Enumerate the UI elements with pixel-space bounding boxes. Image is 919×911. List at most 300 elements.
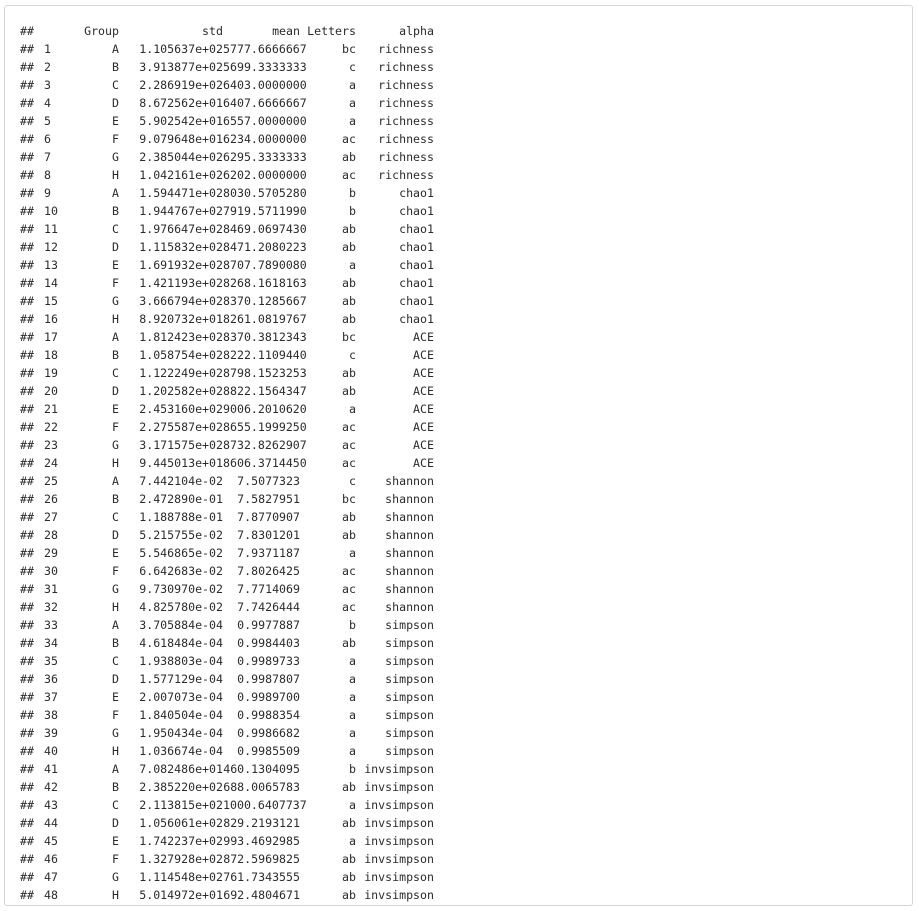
output-prefix: ## — [20, 672, 34, 686]
r-output-table — [20, 22, 434, 904]
row-index: 37 — [44, 690, 58, 704]
cell-group: B — [112, 780, 119, 794]
cell-std: 1.421193e+02 — [139, 276, 223, 290]
cell-mean: 0.9989700 — [237, 690, 300, 704]
cell-group: B — [112, 636, 119, 650]
cell-mean: 5777.6666667 — [223, 42, 307, 56]
cell-alpha: chao1 — [399, 222, 434, 236]
output-prefix: ## — [20, 852, 34, 866]
cell-std: 5.902542e+01 — [139, 114, 223, 128]
output-prefix: ## — [20, 330, 34, 344]
cell-group: H — [112, 888, 119, 902]
cell-letters: bc — [342, 330, 356, 344]
cell-alpha: invsimpson — [364, 870, 434, 884]
row-index: 44 — [44, 816, 58, 830]
row-index: 10 — [44, 204, 58, 218]
cell-letters: ab — [342, 240, 356, 254]
cell-letters: ab — [342, 384, 356, 398]
row-index: 18 — [44, 348, 58, 362]
cell-letters: ac — [342, 564, 356, 578]
row-index: 12 — [44, 240, 58, 254]
cell-letters: ac — [342, 582, 356, 596]
cell-mean: 761.7343555 — [223, 870, 300, 884]
cell-mean: 1000.6407737 — [223, 798, 307, 812]
cell-group: F — [112, 852, 119, 866]
cell-std: 2.113815e+02 — [139, 798, 223, 812]
cell-std: 1.202582e+02 — [139, 384, 223, 398]
cell-letters: a — [349, 78, 356, 92]
cell-letters: ab — [342, 222, 356, 236]
output-prefix: ## — [20, 204, 34, 218]
table-row — [20, 274, 434, 292]
table-row — [20, 724, 434, 742]
cell-letters: ab — [342, 870, 356, 884]
table-row — [20, 832, 434, 850]
cell-alpha: shannon — [385, 600, 434, 614]
cell-mean: 7.9371187 — [237, 546, 300, 560]
table-row — [20, 562, 434, 580]
cell-letters: c — [349, 60, 356, 74]
table-row — [20, 40, 434, 58]
cell-alpha: chao1 — [399, 240, 434, 254]
cell-mean: 8370.3812343 — [223, 330, 307, 344]
cell-group: B — [112, 204, 119, 218]
cell-mean: 0.9984403 — [237, 636, 300, 650]
row-index: 31 — [44, 582, 58, 596]
cell-letters: a — [349, 834, 356, 848]
table-header-row — [20, 22, 434, 40]
cell-mean: 5699.3333333 — [223, 60, 307, 74]
cell-letters: b — [349, 204, 356, 218]
row-index: 36 — [44, 672, 58, 686]
cell-mean: 8732.8262907 — [223, 438, 307, 452]
cell-group: A — [112, 330, 119, 344]
cell-std: 5.215755e-02 — [139, 528, 223, 542]
cell-group: D — [112, 384, 119, 398]
cell-letters: a — [349, 114, 356, 128]
cell-std: 4.825780e-02 — [139, 600, 223, 614]
table-row — [20, 328, 434, 346]
cell-letters: ac — [342, 600, 356, 614]
output-prefix: ## — [20, 708, 34, 722]
cell-letters: ab — [342, 510, 356, 524]
cell-letters: ab — [342, 852, 356, 866]
cell-alpha: richness — [378, 150, 434, 164]
table-row — [20, 292, 434, 310]
table-row — [20, 184, 434, 202]
cell-alpha: shannon — [385, 510, 434, 524]
cell-group: D — [112, 672, 119, 686]
cell-letters: ab — [342, 816, 356, 830]
cell-letters: c — [349, 348, 356, 362]
cell-alpha: ACE — [413, 330, 434, 344]
cell-letters: c — [349, 474, 356, 488]
cell-alpha: ACE — [413, 384, 434, 398]
cell-group: A — [112, 186, 119, 200]
cell-letters: a — [349, 96, 356, 110]
cell-group: D — [112, 240, 119, 254]
table-row — [20, 670, 434, 688]
cell-letters: ab — [342, 276, 356, 290]
cell-mean: 8030.5705280 — [223, 186, 307, 200]
output-prefix: ## — [20, 870, 34, 884]
cell-mean: 8469.0697430 — [223, 222, 307, 236]
cell-group: C — [112, 78, 119, 92]
cell-std: 1.115832e+02 — [139, 240, 223, 254]
row-index: 2 — [44, 60, 51, 74]
cell-std: 2.472890e-01 — [139, 492, 223, 506]
cell-letters: a — [349, 654, 356, 668]
cell-alpha: chao1 — [399, 204, 434, 218]
cell-mean: 6407.6666667 — [223, 96, 307, 110]
cell-letters: ab — [342, 150, 356, 164]
cell-mean: 8370.1285667 — [223, 294, 307, 308]
cell-mean: 7.7714069 — [237, 582, 300, 596]
table-row — [20, 760, 434, 778]
row-index: 1 — [44, 42, 51, 56]
cell-alpha: shannon — [385, 474, 434, 488]
cell-mean: 0.9987807 — [237, 672, 300, 686]
column-header-mean: mean — [272, 24, 300, 38]
cell-mean: 8606.3714450 — [223, 456, 307, 470]
cell-alpha: invsimpson — [364, 780, 434, 794]
output-prefix: ## — [20, 114, 34, 128]
table-row — [20, 490, 434, 508]
output-prefix: ## — [20, 528, 34, 542]
output-prefix: ## — [20, 798, 34, 812]
cell-std: 1.944767e+02 — [139, 204, 223, 218]
cell-group: F — [112, 708, 119, 722]
output-prefix: ## — [20, 258, 34, 272]
cell-group: B — [112, 348, 119, 362]
cell-alpha: invsimpson — [364, 834, 434, 848]
row-index: 25 — [44, 474, 58, 488]
output-prefix: ## — [20, 384, 34, 398]
cell-alpha: shannon — [385, 528, 434, 542]
cell-group: E — [112, 114, 119, 128]
cell-group: F — [112, 564, 119, 578]
cell-std: 1.056061e+02 — [139, 816, 223, 830]
cell-mean: 0.9985509 — [237, 744, 300, 758]
row-index: 16 — [44, 312, 58, 326]
table-row — [20, 652, 434, 670]
column-header-std: std — [202, 24, 223, 38]
table-row — [20, 112, 434, 130]
output-prefix: ## — [20, 240, 34, 254]
table-row — [20, 706, 434, 724]
table-row — [20, 58, 434, 76]
table-row — [20, 688, 434, 706]
table-row — [20, 202, 434, 220]
output-prefix: ## — [20, 564, 34, 578]
output-prefix: ## — [20, 420, 34, 434]
cell-std: 2.453160e+02 — [139, 402, 223, 416]
table-row — [20, 868, 434, 886]
cell-mean: 7.8026425 — [237, 564, 300, 578]
cell-std: 5.014972e+01 — [139, 888, 223, 902]
cell-mean: 993.4692985 — [223, 834, 300, 848]
table-row — [20, 508, 434, 526]
cell-std: 1.114548e+02 — [139, 870, 223, 884]
output-prefix: ## — [20, 222, 34, 236]
cell-letters: a — [349, 744, 356, 758]
cell-letters: bc — [342, 492, 356, 506]
cell-std: 9.079648e+01 — [139, 132, 223, 146]
cell-alpha: richness — [378, 114, 434, 128]
cell-mean: 6557.0000000 — [223, 114, 307, 128]
table-row — [20, 94, 434, 112]
row-index: 4 — [44, 96, 51, 110]
cell-mean: 6234.0000000 — [223, 132, 307, 146]
row-index: 5 — [44, 114, 51, 128]
row-index: 21 — [44, 402, 58, 416]
output-prefix: ## — [20, 726, 34, 740]
cell-letters: ac — [342, 168, 356, 182]
cell-group: B — [112, 492, 119, 506]
cell-mean: 8261.0819767 — [223, 312, 307, 326]
cell-letters: bc — [342, 42, 356, 56]
cell-alpha: richness — [378, 132, 434, 146]
row-index: 32 — [44, 600, 58, 614]
cell-group: G — [112, 582, 119, 596]
cell-mean: 7.8770907 — [237, 510, 300, 524]
cell-letters: ac — [342, 420, 356, 434]
table-row — [20, 418, 434, 436]
table-row — [20, 598, 434, 616]
cell-alpha: richness — [378, 96, 434, 110]
cell-mean: 8707.7890080 — [223, 258, 307, 272]
cell-std: 1.105637e+02 — [139, 42, 223, 56]
row-index: 41 — [44, 762, 58, 776]
row-index: 13 — [44, 258, 58, 272]
cell-std: 2.007073e-04 — [139, 690, 223, 704]
row-index: 22 — [44, 420, 58, 434]
cell-group: D — [112, 96, 119, 110]
table-row — [20, 850, 434, 868]
output-prefix: ## — [20, 582, 34, 596]
row-index: 20 — [44, 384, 58, 398]
cell-group: A — [112, 42, 119, 56]
cell-std: 2.286919e+02 — [139, 78, 223, 92]
cell-alpha: ACE — [413, 420, 434, 434]
cell-group: C — [112, 798, 119, 812]
cell-group: C — [112, 366, 119, 380]
cell-std: 3.913877e+02 — [139, 60, 223, 74]
cell-letters: ab — [342, 780, 356, 794]
output-prefix: ## — [20, 834, 34, 848]
cell-std: 1.058754e+02 — [139, 348, 223, 362]
cell-std: 2.275587e+02 — [139, 420, 223, 434]
output-prefix: ## — [20, 654, 34, 668]
cell-mean: 7.5077323 — [237, 474, 300, 488]
cell-letters: ac — [342, 456, 356, 470]
cell-letters: a — [349, 546, 356, 560]
table-row — [20, 256, 434, 274]
cell-alpha: simpson — [385, 618, 434, 632]
column-header-group: Group — [84, 24, 119, 38]
cell-std: 1.938803e-04 — [139, 654, 223, 668]
output-prefix: ## — [20, 78, 34, 92]
cell-std: 1.577129e-04 — [139, 672, 223, 686]
cell-group: H — [112, 456, 119, 470]
cell-mean: 7.7426444 — [237, 600, 300, 614]
cell-group: G — [112, 438, 119, 452]
cell-mean: 7.8301201 — [237, 528, 300, 542]
cell-alpha: invsimpson — [364, 816, 434, 830]
cell-group: H — [112, 600, 119, 614]
cell-group: C — [112, 222, 119, 236]
cell-group: E — [112, 258, 119, 272]
cell-letters: ac — [342, 438, 356, 452]
output-prefix: ## — [20, 168, 34, 182]
cell-mean: 8655.1999250 — [223, 420, 307, 434]
output-prefix: ## — [20, 186, 34, 200]
cell-alpha: shannon — [385, 582, 434, 596]
row-index: 47 — [44, 870, 58, 884]
output-prefix: ## — [20, 618, 34, 632]
row-index: 7 — [44, 150, 51, 164]
cell-std: 1.327928e+02 — [139, 852, 223, 866]
cell-mean: 829.2193121 — [223, 816, 300, 830]
cell-group: H — [112, 744, 119, 758]
cell-std: 6.642683e-02 — [139, 564, 223, 578]
cell-std: 8.920732e+01 — [139, 312, 223, 326]
cell-alpha: invsimpson — [364, 852, 434, 866]
cell-std: 1.812423e+02 — [139, 330, 223, 344]
output-prefix: ## — [20, 546, 34, 560]
cell-mean: 0.9988354 — [237, 708, 300, 722]
cell-std: 2.385220e+02 — [139, 780, 223, 794]
cell-group: A — [112, 618, 119, 632]
cell-alpha: ACE — [413, 366, 434, 380]
output-prefix: ## — [20, 636, 34, 650]
cell-std: 1.122249e+02 — [139, 366, 223, 380]
output-prefix: ## — [20, 438, 34, 452]
cell-group: A — [112, 762, 119, 776]
table-row — [20, 472, 434, 490]
row-index: 26 — [44, 492, 58, 506]
cell-letters: ac — [342, 132, 356, 146]
row-index: 46 — [44, 852, 58, 866]
cell-mean: 688.0065783 — [223, 780, 300, 794]
cell-mean: 460.1304095 — [223, 762, 300, 776]
cell-alpha: chao1 — [399, 294, 434, 308]
cell-alpha: simpson — [385, 636, 434, 650]
output-prefix: ## — [20, 24, 34, 38]
table-row — [20, 526, 434, 544]
row-index: 34 — [44, 636, 58, 650]
output-prefix: ## — [20, 96, 34, 110]
row-index: 48 — [44, 888, 58, 902]
cell-letters: b — [349, 186, 356, 200]
cell-alpha: simpson — [385, 672, 434, 686]
column-header-letters: Letters — [307, 24, 356, 38]
cell-alpha: ACE — [413, 402, 434, 416]
output-prefix: ## — [20, 150, 34, 164]
cell-alpha: richness — [378, 78, 434, 92]
row-index: 9 — [44, 186, 51, 200]
table-row — [20, 346, 434, 364]
output-prefix: ## — [20, 492, 34, 506]
row-index: 3 — [44, 78, 51, 92]
cell-mean: 6295.3333333 — [223, 150, 307, 164]
row-index: 38 — [44, 708, 58, 722]
column-header-alpha: alpha — [399, 24, 434, 38]
output-prefix: ## — [20, 816, 34, 830]
table-row — [20, 616, 434, 634]
cell-mean: 6202.0000000 — [223, 168, 307, 182]
cell-mean: 8222.1109440 — [223, 348, 307, 362]
output-prefix: ## — [20, 690, 34, 704]
row-index-header — [38, 22, 74, 40]
cell-alpha: invsimpson — [364, 762, 434, 776]
row-index: 39 — [44, 726, 58, 740]
cell-mean: 8268.1618163 — [223, 276, 307, 290]
row-index: 40 — [44, 744, 58, 758]
output-prefix: ## — [20, 402, 34, 416]
cell-alpha: ACE — [413, 348, 434, 362]
cell-alpha: shannon — [385, 546, 434, 560]
table-row — [20, 544, 434, 562]
table-row — [20, 778, 434, 796]
row-index: 42 — [44, 780, 58, 794]
table-row — [20, 796, 434, 814]
cell-std: 3.705884e-04 — [139, 618, 223, 632]
cell-group: H — [112, 168, 119, 182]
cell-std: 1.594471e+02 — [139, 186, 223, 200]
cell-alpha: shannon — [385, 492, 434, 506]
output-prefix: ## — [20, 348, 34, 362]
cell-letters: a — [349, 672, 356, 686]
row-index: 24 — [44, 456, 58, 470]
cell-group: D — [112, 528, 119, 542]
cell-std: 1.976647e+02 — [139, 222, 223, 236]
table-row — [20, 436, 434, 454]
output-prefix: ## — [20, 276, 34, 290]
cell-letters: a — [349, 798, 356, 812]
cell-alpha: richness — [378, 60, 434, 74]
row-index: 14 — [44, 276, 58, 290]
cell-letters: ab — [342, 636, 356, 650]
table-row — [20, 148, 434, 166]
cell-group: D — [112, 816, 119, 830]
cell-std: 7.082486e+01 — [139, 762, 223, 776]
cell-std: 3.171575e+02 — [139, 438, 223, 452]
cell-mean: 8798.1523253 — [223, 366, 307, 380]
output-prefix: ## — [20, 312, 34, 326]
cell-std: 4.618484e-04 — [139, 636, 223, 650]
cell-letters: a — [349, 402, 356, 416]
row-index: 17 — [44, 330, 58, 344]
row-index: 23 — [44, 438, 58, 452]
cell-mean: 872.5969825 — [223, 852, 300, 866]
row-index: 11 — [44, 222, 58, 236]
cell-alpha: simpson — [385, 654, 434, 668]
cell-mean: 0.9986682 — [237, 726, 300, 740]
cell-group: G — [112, 294, 119, 308]
table-row — [20, 220, 434, 238]
cell-letters: b — [349, 618, 356, 632]
cell-std: 1.840504e-04 — [139, 708, 223, 722]
cell-alpha: simpson — [385, 690, 434, 704]
cell-alpha: simpson — [385, 726, 434, 740]
cell-std: 8.672562e+01 — [139, 96, 223, 110]
output-prefix: ## — [20, 474, 34, 488]
row-index: 19 — [44, 366, 58, 380]
cell-group: F — [112, 132, 119, 146]
table-row — [20, 580, 434, 598]
cell-group: G — [112, 726, 119, 740]
